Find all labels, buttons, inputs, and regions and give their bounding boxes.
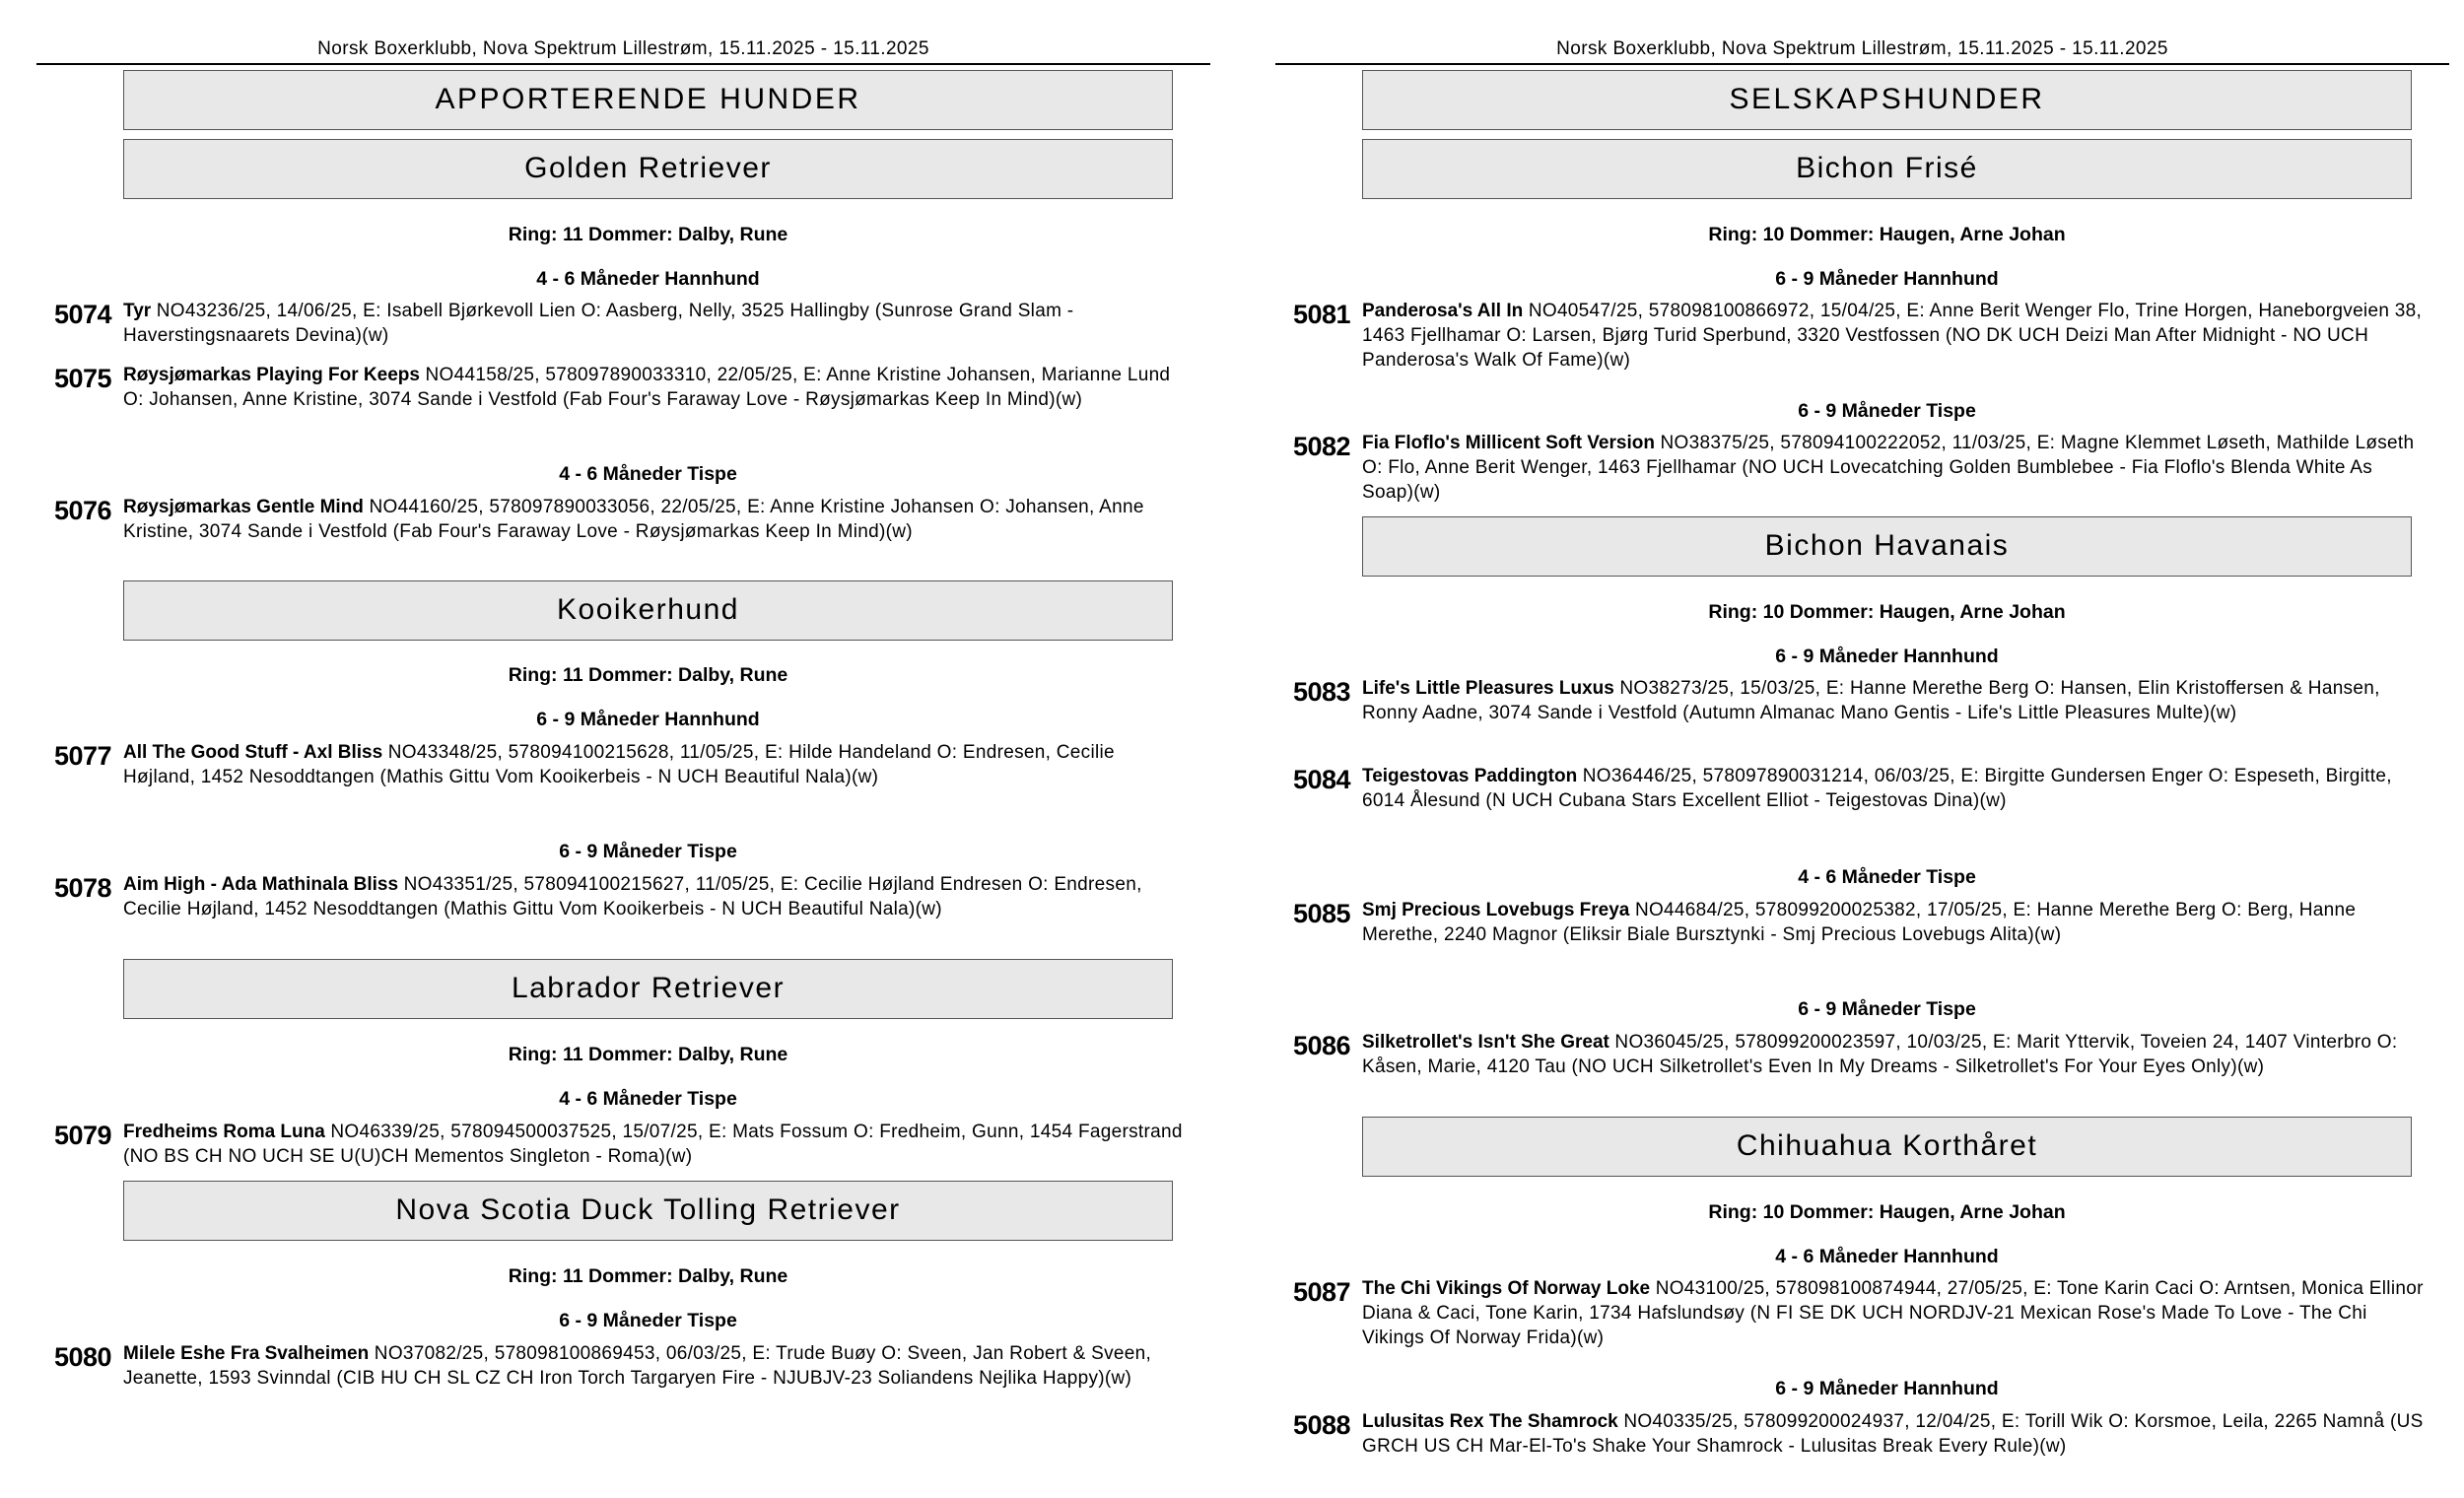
entry-text xyxy=(1362,299,2427,373)
catalog-number: 5084 xyxy=(1293,765,1351,794)
entry-details: NO43348/25, 578094100215628, 11/05/25, E: Hilde Handeland O: Endresen, Cecilie Højland, 1452 Nesoddtangen (Mathis Gittu Vom Kooikerbeis - N UCH Beautiful Nala)(w) xyxy=(123,742,1115,787)
ring-info: Ring: 10 Dommer: Haugen, Arne Johan xyxy=(1708,224,2066,245)
entry-details: NO36045/25, 578099200023597, 10/03/25, E: Marit Yttervik, Toveien 24, 1407 Vinterbro O: Kåsen, Marie, 4120 Tau (NO UCH Silketrollet's Even In My Dreams - Silketrollet's For Your Eyes Only)(w) xyxy=(1362,1032,2398,1077)
catalog-number: 5074 xyxy=(54,300,112,329)
catalog-number: 5080 xyxy=(54,1342,112,1372)
breed-banner-chihuahua-korthaaret: Chihuahua Korthåret xyxy=(1362,1117,2412,1177)
ring-info: Ring: 11 Dommer: Dalby, Rune xyxy=(508,1044,788,1065)
entry-details: NO37082/25, 578098100869453, 06/03/25, E: Trude Buøy O: Sveen, Jan Robert & Sveen, Jeanette, 1593 Svinndal (CIB HU CH SL CZ CH Iron Torch Targaryen Fire - NJUBJV-23 Soliandens Nejlika Happy)(w) xyxy=(123,1343,1152,1389)
entry-details: NO38375/25, 578094100222052, 11/03/25, E: Magne Klemmet Løseth, Mathilde Løseth O: Flo, Anne Berit Wenger, 1463 Fjellhamar (NO UCH Lovecatching Golden Bumblebee - Fia Floflo's Blenda White As Soap)(w) xyxy=(1362,433,2415,503)
catalog-number: 5077 xyxy=(54,741,112,771)
entry-text xyxy=(1362,1409,2427,1459)
entry-text xyxy=(1362,764,2427,813)
entry-text xyxy=(123,299,1188,348)
dog-name: Silketrollet's Isn't She Great xyxy=(1362,1032,1609,1053)
class-heading: 4 - 6 Måneder Hannhund xyxy=(536,268,760,290)
dog-name: Aim High - Ada Mathinala Bliss xyxy=(123,874,399,895)
entry-details: NO43100/25, 578098100874944, 27/05/25, E: Tone Karin Caci O: Arntsen, Monica Ellinor Diana & Caci, Tone Karin, 1734 Hafslundsøy (N FI SE DK UCH NORDJV-21 Mexican Rose's Made To Love - The Chi Vikings Of Norway Frida)(w) xyxy=(1362,1278,2424,1348)
entry-text xyxy=(1362,1276,2427,1350)
breed-banner-kooikerhund: Kooikerhund xyxy=(123,580,1173,641)
catalog-number: 5086 xyxy=(1293,1031,1351,1060)
entry-text xyxy=(123,740,1188,789)
entry-details: NO43351/25, 578094100215627, 11/05/25, E: Cecilie Højland Endresen O: Endresen, Cecilie Højland, 1452 Nesoddtangen (Mathis Gittu Vom Kooikerbeis - N UCH Beautiful Nala)(w) xyxy=(123,874,1142,919)
class-heading: 6 - 9 Måneder Tispe xyxy=(1798,998,1976,1020)
catalog-number: 5076 xyxy=(54,496,112,525)
entry-text xyxy=(123,1120,1188,1169)
class-heading: 4 - 6 Måneder Hannhund xyxy=(1775,1246,1999,1267)
ring-info: Ring: 11 Dommer: Dalby, Rune xyxy=(508,664,788,686)
catalog-number: 5079 xyxy=(54,1121,112,1150)
entry-details: NO40335/25, 578099200024937, 12/04/25, E: Torill Wik O: Korsmoe, Leila, 2265 Namnå (US GRCH US CH Mar-El-To's Shake Your Shamrock - Lulusitas Break Every Rule)(w) xyxy=(1362,1411,2424,1457)
entry-text xyxy=(1362,1030,2427,1079)
class-heading: 6 - 9 Måneder Tispe xyxy=(1798,400,1976,422)
dog-name: Røysjømarkas Gentle Mind xyxy=(123,497,364,517)
class-heading: 6 - 9 Måneder Hannhund xyxy=(1775,646,1999,667)
class-heading: 6 - 9 Måneder Hannhund xyxy=(1775,268,1999,290)
class-heading: 6 - 9 Måneder Tispe xyxy=(559,1310,737,1331)
breed-banner-labrador-retriever: Labrador Retriever xyxy=(123,959,1173,1019)
catalog-number: 5081 xyxy=(1293,300,1351,329)
dog-name: Smj Precious Lovebugs Freya xyxy=(1362,900,1630,920)
breed-banner-golden-retriever: Golden Retriever xyxy=(123,139,1173,199)
left-page xyxy=(36,0,1210,1498)
dog-name: Lulusitas Rex The Shamrock xyxy=(1362,1411,1618,1432)
entry-details: NO43236/25, 14/06/25, E: Isabell Bjørkevoll Lien O: Aasberg, Nelly, 3525 Hallingby (Sunrose Grand Slam - Haverstingsnaarets Devina)(w) xyxy=(123,301,1074,346)
page-header: Norsk Boxerklubb, Nova Spektrum Lillestrøm, 15.11.2025 - 15.11.2025 xyxy=(36,35,1210,65)
entry-details: NO40547/25, 578098100866972, 15/04/25, E: Anne Berit Wenger Flo, Trine Horgen, Haneborgveien 38, 1463 Fjellhamar O: Larsen, Bjørg Turid Sperbund, 3320 Vestfossen (NO DK UCH Deizi Man After Midnight - NO UCH Panderosa's Walk Of Fame)(w) xyxy=(1362,301,2423,371)
breed-banner-nova-scotia-duck-tolling-retriever: Nova Scotia Duck Tolling Retriever xyxy=(123,1181,1173,1241)
entry-text xyxy=(123,872,1188,921)
dog-name: Life's Little Pleasures Luxus xyxy=(1362,678,1614,699)
catalog-number: 5088 xyxy=(1293,1410,1351,1440)
dog-name: Panderosa's All In xyxy=(1362,301,1524,321)
group-banner-selskapshunder: SELSKAPSHUNDER xyxy=(1362,70,2412,130)
class-heading: 6 - 9 Måneder Tispe xyxy=(559,841,737,862)
ring-info: Ring: 11 Dommer: Dalby, Rune xyxy=(508,1265,788,1287)
catalog-number: 5087 xyxy=(1293,1277,1351,1307)
group-banner-apporterende: APPORTERENDE HUNDER xyxy=(123,70,1173,130)
class-heading: 4 - 6 Måneder Tispe xyxy=(559,463,737,485)
catalog-number: 5075 xyxy=(54,364,112,393)
page-header: Norsk Boxerklubb, Nova Spektrum Lillestrøm, 15.11.2025 - 15.11.2025 xyxy=(1275,35,2449,65)
class-heading: 4 - 6 Måneder Tispe xyxy=(559,1088,737,1110)
ring-info: Ring: 11 Dommer: Dalby, Rune xyxy=(508,224,788,245)
catalog-number: 5078 xyxy=(54,873,112,903)
dog-name: Fredheims Roma Luna xyxy=(123,1122,325,1142)
dog-name: Tyr xyxy=(123,301,152,321)
entry-text xyxy=(1362,431,2427,505)
entry-details: NO44684/25, 578099200025382, 17/05/25, E: Hanne Merethe Berg O: Berg, Hanne Merethe, 2240 Magnor (Eliksir Biale Bursztynki - Smj Precious Lovebugs Alita)(w) xyxy=(1362,900,2357,945)
entry-text xyxy=(123,1341,1188,1391)
entry-text xyxy=(1362,676,2427,725)
dog-name: Teigestovas Paddington xyxy=(1362,766,1578,786)
right-page xyxy=(1275,0,2449,1498)
entry-details: NO44160/25, 578097890033056, 22/05/25, E: Anne Kristine Johansen O: Johansen, Anne Kristine, 3074 Sande i Vestfold (Fab Four's Faraway Love - Røysjømarkas Keep In Mind)(w) xyxy=(123,497,1144,542)
catalog-number: 5085 xyxy=(1293,899,1351,928)
entry-text xyxy=(123,495,1188,544)
dog-name: Milele Eshe Fra Svalheimen xyxy=(123,1343,370,1364)
entry-text xyxy=(1362,898,2427,947)
entry-details: NO44158/25, 578097890033310, 22/05/25, E: Anne Kristine Johansen, Marianne Lund O: Johansen, Anne Kristine, 3074 Sande i Vestfold (Fab Four's Faraway Love - Røysjømarkas Keep In Mind)(w) xyxy=(123,365,1171,410)
dog-name: Fia Floflo's Millicent Soft Version xyxy=(1362,433,1655,453)
entry-details: NO38273/25, 15/03/25, E: Hanne Merethe Berg O: Hansen, Elin Kristoffersen & Hansen, Ronny Aadne, 3074 Sande i Vestfold (Autumn Almanac Mano Gentis - Life's Little Pleasures Multe)(w) xyxy=(1362,678,2380,723)
breed-banner-bichon-frise: Bichon Frisé xyxy=(1362,139,2412,199)
dog-name: The Chi Vikings Of Norway Loke xyxy=(1362,1278,1651,1299)
catalog-number: 5083 xyxy=(1293,677,1351,707)
ring-info: Ring: 10 Dommer: Haugen, Arne Johan xyxy=(1708,1201,2066,1223)
entry-details: NO46339/25, 578094500037525, 15/07/25, E: Mats Fossum O: Fredheim, Gunn, 1454 Fagerstrand (NO BS CH NO UCH SE U(U)CH Mementos Singleton - Roma)(w) xyxy=(123,1122,1183,1167)
catalog-number: 5082 xyxy=(1293,432,1351,461)
class-heading: 6 - 9 Måneder Hannhund xyxy=(536,709,760,730)
breed-banner-bichon-havanais: Bichon Havanais xyxy=(1362,516,2412,577)
class-heading: 6 - 9 Måneder Hannhund xyxy=(1775,1378,1999,1399)
class-heading: 4 - 6 Måneder Tispe xyxy=(1798,866,1976,888)
dog-name: Røysjømarkas Playing For Keeps xyxy=(123,365,420,385)
dog-name: All The Good Stuff - Axl Bliss xyxy=(123,742,383,763)
entry-text xyxy=(123,363,1188,412)
entry-details: NO36446/25, 578097890031214, 06/03/25, E: Birgitte Gundersen Enger O: Espeseth, Birgitte, 6014 Ålesund (N UCH Cubana Stars Excellent Elliot - Teigestovas Dina)(w) xyxy=(1362,766,2392,811)
ring-info: Ring: 10 Dommer: Haugen, Arne Johan xyxy=(1708,601,2066,623)
